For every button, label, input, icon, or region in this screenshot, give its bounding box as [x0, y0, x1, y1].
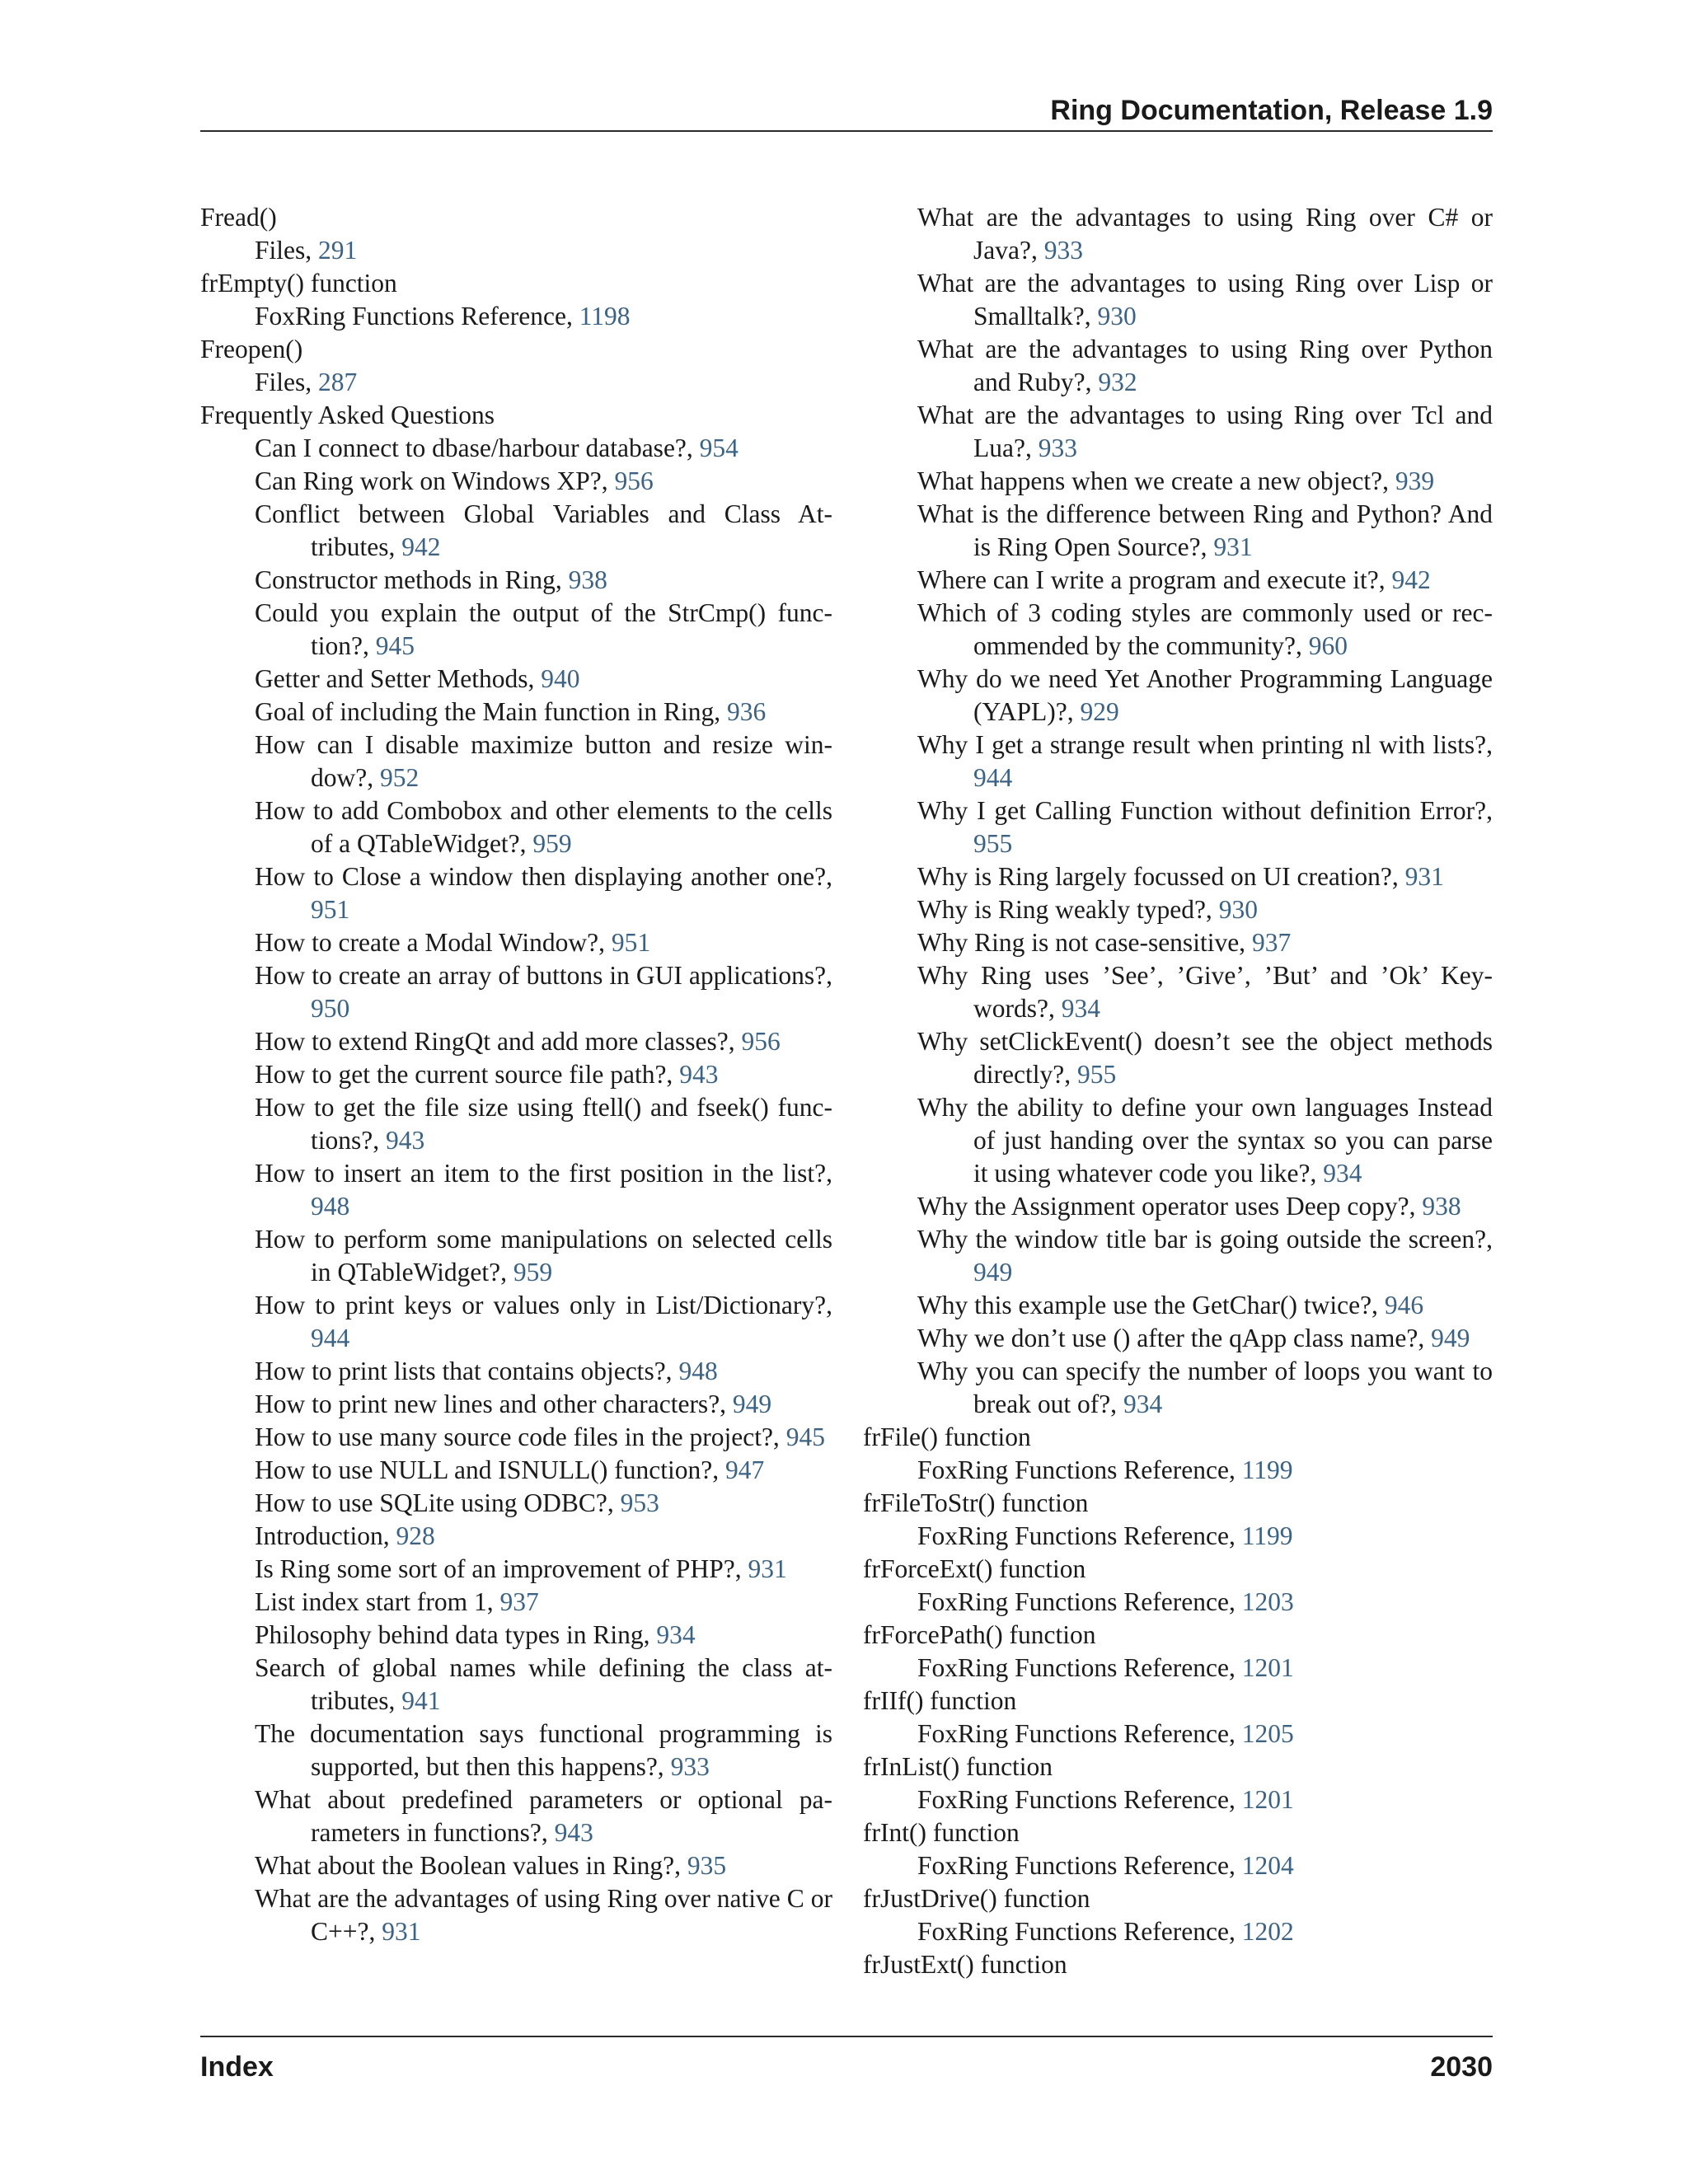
page-reference-link[interactable]: 930 — [1097, 302, 1137, 330]
entry-text: How to print lists that contains objects?, — [255, 1357, 679, 1385]
index-subentry — [255, 1586, 832, 1619]
page-reference-link[interactable]: 934 — [656, 1620, 696, 1649]
index-subentry — [255, 1289, 832, 1355]
page-reference-link[interactable]: 946 — [1384, 1291, 1424, 1319]
index-term — [863, 1553, 1493, 1586]
entry-text: frFile() function — [863, 1422, 1031, 1451]
entry-text: Files, — [255, 368, 319, 396]
footer-section-name: Index — [200, 2051, 274, 2083]
entry-text: Can I connect to dbase/harbour database?, — [255, 434, 700, 462]
index-subentry — [255, 498, 832, 564]
page-reference-link[interactable]: 933 — [670, 1752, 710, 1781]
page-reference-link[interactable]: 1201 — [1241, 1785, 1294, 1814]
index-subentry — [917, 1718, 1493, 1750]
index-term — [200, 201, 832, 234]
page-reference-link[interactable]: 936 — [727, 697, 767, 726]
entry-text: frIIf() function — [863, 1686, 1017, 1715]
page-reference-link[interactable]: 937 — [499, 1587, 539, 1616]
entry-text: FoxRing Functions Reference, — [255, 302, 579, 330]
page-reference-link[interactable]: 943 — [386, 1126, 425, 1155]
page-reference-link[interactable]: 931 — [748, 1554, 787, 1583]
page-reference-link[interactable]: 938 — [1422, 1192, 1461, 1221]
entry-text: What are the advantages of using Ring over native C or C++?, — [255, 1884, 832, 1946]
index-subentry — [917, 1849, 1493, 1882]
index-term — [200, 333, 832, 366]
entry-text: How to create a Modal Window?, — [255, 928, 612, 957]
entry-text: FoxRing Functions Reference, — [917, 1917, 1242, 1946]
page-reference-link[interactable]: 928 — [396, 1521, 435, 1550]
index-term — [863, 1750, 1493, 1783]
page-reference-link[interactable]: 933 — [1043, 236, 1083, 265]
entry-text: Search of global names while defining the class attributes, — [255, 1653, 832, 1715]
page-reference-link[interactable]: 956 — [741, 1027, 781, 1056]
running-footer — [200, 2036, 1493, 2085]
entry-text: How to perform some manipulations on selected cells in QTableWidget?, — [255, 1225, 832, 1286]
page-reference-link[interactable]: 1198 — [579, 302, 631, 330]
index-subentry — [917, 1520, 1493, 1553]
index-subentry — [917, 893, 1493, 926]
page-reference-link[interactable]: 951 — [611, 928, 651, 957]
page-reference-link[interactable]: 945 — [785, 1422, 825, 1451]
index-column-right — [863, 201, 1493, 1981]
entry-text: Why Ring is not case-sensitive, — [917, 928, 1252, 957]
entry-text: What are the advantages to using Ring over Tcl and Lua?, — [917, 401, 1493, 462]
page-reference-link[interactable]: 945 — [375, 631, 415, 660]
running-header — [200, 91, 1493, 132]
page-reference-link[interactable]: 950 — [311, 994, 350, 1023]
page-reference-link[interactable]: 959 — [513, 1258, 553, 1286]
page-reference-link[interactable]: 1199 — [1241, 1455, 1293, 1484]
page-reference-link[interactable]: 291 — [318, 236, 358, 265]
index-subentry — [917, 1223, 1493, 1289]
entry-text: FoxRing Functions Reference, — [917, 1455, 1242, 1484]
page-reference-link[interactable]: 937 — [1251, 928, 1292, 957]
index-subentry — [255, 1849, 832, 1882]
entry-text: How to print new lines and other characters?, — [255, 1390, 733, 1418]
index-subentry — [917, 729, 1493, 794]
index-subentry — [917, 1355, 1493, 1421]
entry-text: FoxRing Functions Reference, — [917, 1653, 1242, 1682]
index-term — [200, 267, 832, 300]
index-term — [863, 1487, 1493, 1520]
entry-text: Why this example use the GetChar() twice?, — [917, 1291, 1385, 1319]
entry-text: What are the advantages to using Ring over Python and Ruby?, — [917, 335, 1493, 396]
page-number: 2030 — [1430, 2051, 1493, 2083]
index-subentry — [255, 1454, 832, 1487]
entry-text: Why I get a strange result when printing nl with lists?, — [917, 730, 1493, 759]
page-reference-link[interactable]: 955 — [1076, 1060, 1117, 1089]
index-subentry — [255, 926, 832, 959]
entry-text: frInt() function — [863, 1818, 1020, 1847]
entry-text: What is the difference between Ring and Python? And is Ring Open Source?, — [917, 499, 1493, 561]
page-reference-link[interactable]: 934 — [1323, 1159, 1362, 1188]
entry-text: How to insert an item to the first position in the list?, — [255, 1159, 832, 1188]
index-subentry — [255, 860, 832, 926]
page-reference-link[interactable]: 935 — [687, 1851, 727, 1880]
index-subentry — [917, 1289, 1493, 1322]
entry-text: How to print keys or values only in List/Dictionary?, — [255, 1291, 832, 1319]
page-reference-link[interactable]: 959 — [532, 829, 572, 858]
index-subentry — [917, 1322, 1493, 1355]
index-subentry — [255, 1520, 832, 1553]
index-subentry — [255, 1553, 832, 1586]
index-subentry — [917, 1652, 1493, 1685]
index-subentry — [255, 1783, 832, 1849]
index-subentry — [255, 366, 832, 399]
page-reference-link[interactable]: 938 — [568, 565, 607, 594]
index-subentry — [255, 1487, 832, 1520]
index-column-left — [200, 201, 832, 1948]
entry-text: Philosophy behind data types in Ring, — [255, 1620, 657, 1649]
page-reference-link[interactable]: 940 — [541, 664, 580, 693]
entry-text: Fread() — [200, 203, 277, 232]
page-reference-link[interactable]: 949 — [1431, 1324, 1470, 1352]
page-reference-link[interactable]: 942 — [1391, 565, 1431, 594]
page-reference-link[interactable]: 941 — [401, 1686, 441, 1715]
entry-text: What happens when we create a new object?, — [917, 466, 1395, 495]
entry-text: Constructor methods in Ring, — [255, 565, 569, 594]
entry-text: Conflict between Global Variables and Class Attributes, — [255, 499, 832, 561]
entry-text: What are the advantages to using Ring over Lisp or Smalltalk?, — [917, 269, 1493, 330]
entry-text: Why is Ring weakly typed?, — [917, 895, 1219, 924]
page-reference-link[interactable]: 953 — [620, 1488, 659, 1517]
document-title: Ring Documentation, Release 1.9 — [1050, 95, 1493, 126]
entry-text: frInList() function — [863, 1752, 1053, 1781]
page-reference-link[interactable]: 955 — [973, 829, 1013, 858]
index-subentry — [255, 1223, 832, 1289]
index-subentry — [917, 465, 1493, 498]
index-subentry — [917, 267, 1493, 333]
index-subentry — [917, 498, 1493, 564]
entry-text: Why Ring uses ’See’, ’Give’, ’But’ and ’Ok’ Keywords?, — [917, 961, 1493, 1023]
entry-text: How to use NULL and ISNULL() function?, — [255, 1455, 725, 1484]
entry-text: List index start from 1, — [255, 1587, 500, 1616]
page-reference-link[interactable]: 949 — [973, 1258, 1013, 1286]
page-reference-link[interactable]: 954 — [699, 434, 738, 462]
index-term — [200, 399, 832, 432]
entry-text: Goal of including the Main function in Ring, — [255, 697, 728, 726]
page-reference-link[interactable]: 933 — [1038, 434, 1077, 462]
index-subentry — [917, 1915, 1493, 1948]
page-reference-link[interactable]: 1204 — [1241, 1851, 1294, 1880]
page-reference-link[interactable]: 939 — [1395, 466, 1435, 495]
entry-text: Why is Ring largely focussed on UI creation?, — [917, 862, 1405, 891]
index-subentry — [255, 1718, 832, 1783]
page-reference-link[interactable]: 949 — [732, 1390, 772, 1418]
entry-text: frJustDrive() function — [863, 1884, 1090, 1913]
page-reference-link[interactable]: 947 — [724, 1455, 765, 1484]
index-subentry — [255, 234, 832, 267]
index-subentry — [255, 300, 832, 333]
entry-text: What about the Boolean values in Ring?, — [255, 1851, 687, 1880]
entry-text: The documentation says functional programming is supported, but then this happens?, — [255, 1719, 832, 1781]
page-reference-link[interactable]: 942 — [401, 532, 441, 561]
index-term — [863, 1948, 1493, 1981]
entry-text: FoxRing Functions Reference, — [917, 1587, 1242, 1616]
page-reference-link[interactable]: 1201 — [1241, 1653, 1294, 1682]
page-reference-link[interactable]: 948 — [311, 1192, 350, 1221]
entry-text: How can I disable maximize button and resize window?, — [255, 730, 832, 792]
entry-text: frFileToStr() function — [863, 1488, 1089, 1517]
page-reference-link[interactable]: 932 — [1098, 368, 1137, 396]
entry-text: Why do we need Yet Another Programming Language (YAPL)?, — [917, 664, 1493, 726]
index-subentry — [917, 663, 1493, 729]
index-subentry — [255, 1091, 832, 1157]
index-subentry — [255, 794, 832, 860]
entry-text: FoxRing Functions Reference, — [917, 1719, 1242, 1748]
entry-text: Frequently Asked Questions — [200, 401, 495, 429]
entry-text: Introduction, — [255, 1521, 396, 1550]
index-subentry — [255, 597, 832, 663]
index-subentry — [255, 1421, 832, 1454]
entry-text: frJustExt() function — [863, 1950, 1067, 1979]
entry-text: Why setClickEvent() doesn’t see the object methods directly?, — [917, 1027, 1493, 1089]
index-subentry — [255, 1388, 832, 1421]
index-subentry — [255, 1058, 832, 1091]
entry-text: FoxRing Functions Reference, — [917, 1785, 1242, 1814]
index-subentry — [255, 1025, 832, 1058]
entry-text: frEmpty() function — [200, 269, 397, 298]
index-subentry — [917, 794, 1493, 860]
entry-text: How to get the current source file path?, — [255, 1060, 680, 1089]
index-subentry — [917, 959, 1493, 1025]
entry-text: How to Close a window then displaying another one?, — [255, 862, 832, 891]
index-term — [863, 1816, 1493, 1849]
entry-text: Where can I write a program and execute it?, — [917, 565, 1392, 594]
page-reference-link[interactable]: 952 — [379, 763, 420, 792]
page-reference-link[interactable]: 956 — [614, 466, 654, 495]
index-subentry — [255, 729, 832, 794]
page-reference-link[interactable]: 960 — [1308, 631, 1348, 660]
index-subentry — [917, 926, 1493, 959]
page-reference-link[interactable]: 944 — [311, 1324, 350, 1352]
page-reference-link[interactable]: 943 — [554, 1818, 593, 1847]
page-reference-link[interactable]: 287 — [318, 368, 358, 396]
page-reference-link[interactable]: 931 — [382, 1917, 421, 1946]
entry-text: How to extend RingQt and add more classes?, — [255, 1027, 742, 1056]
index-term — [863, 1619, 1493, 1652]
page-reference-link[interactable]: 1205 — [1241, 1719, 1294, 1748]
page-reference-link[interactable]: 1203 — [1241, 1587, 1294, 1616]
page-reference-link[interactable]: 934 — [1061, 994, 1100, 1023]
index-subentry — [917, 1586, 1493, 1619]
entry-text: What about predefined parameters or optional parameters in functions?, — [255, 1785, 832, 1847]
page-reference-link[interactable]: 931 — [1213, 532, 1253, 561]
entry-text: Why the window title bar is going outside the screen?, — [917, 1225, 1493, 1254]
index-subentry — [255, 1882, 832, 1948]
entry-text: Is Ring some sort of an improvement of PHP?, — [255, 1554, 748, 1583]
index-subentry — [917, 399, 1493, 465]
index-subentry — [255, 663, 832, 696]
index-subentry — [917, 1025, 1493, 1091]
entry-text: Why the ability to define your own languages Instead of just handing over the syntax so you can parse it using whatever code you like?, — [917, 1093, 1493, 1188]
index-subentry — [255, 1652, 832, 1718]
page-reference-link[interactable]: 943 — [679, 1060, 719, 1089]
entry-text: Why the Assignment operator uses Deep copy?, — [917, 1192, 1423, 1221]
page-reference-link[interactable]: 951 — [311, 895, 350, 924]
page-reference-link[interactable]: 948 — [678, 1357, 718, 1385]
entry-text: Files, — [255, 236, 319, 265]
page-reference-link[interactable]: 1202 — [1241, 1917, 1294, 1946]
index-term — [863, 1685, 1493, 1718]
entry-text: How to add Combobox and other elements to the cells of a QTableWidget?, — [255, 796, 832, 858]
index-subentry — [917, 564, 1493, 597]
entry-text: frForcePath() function — [863, 1620, 1096, 1649]
entry-text: What are the advantages to using Ring over C# or Java?, — [917, 203, 1493, 265]
index-subentry — [917, 860, 1493, 893]
page-reference-link[interactable]: 944 — [973, 763, 1013, 792]
page-reference-link[interactable]: 931 — [1404, 862, 1444, 891]
entry-text: Could you explain the output of the StrCmp() function?, — [255, 598, 832, 660]
page-reference-link[interactable]: 929 — [1080, 697, 1119, 726]
entry-text: Why you can specify the number of loops you want to break out of?, — [917, 1357, 1493, 1418]
entry-text: Why we don’t use () after the qApp class name?, — [917, 1324, 1432, 1352]
entry-text: frForceExt() function — [863, 1554, 1086, 1583]
entry-text: How to use many source code files in the project?, — [255, 1422, 786, 1451]
page-reference-link[interactable]: 934 — [1123, 1390, 1163, 1418]
index-subentry — [255, 564, 832, 597]
index-subentry — [255, 1355, 832, 1388]
index-subentry — [255, 1157, 832, 1223]
index-subentry — [255, 465, 832, 498]
entry-text: Getter and Setter Methods, — [255, 664, 542, 693]
index-subentry — [917, 201, 1493, 267]
page-reference-link[interactable]: 930 — [1218, 895, 1258, 924]
entry-text: Which of 3 coding styles are commonly used or recommended by the community?, — [917, 598, 1493, 660]
index-subentry — [255, 696, 832, 729]
entry-text: How to get the file size using ftell() and fseek() functions?, — [255, 1093, 832, 1155]
entry-text: Freopen() — [200, 335, 303, 363]
index-subentry — [255, 959, 832, 1025]
index-subentry — [917, 1190, 1493, 1223]
index-subentry — [255, 1619, 832, 1652]
entry-text: Why I get Calling Function without definition Error?, — [917, 796, 1493, 825]
entry-text: How to use SQLite using ODBC?, — [255, 1488, 621, 1517]
entry-text: How to create an array of buttons in GUI applications?, — [255, 961, 832, 990]
entry-text: FoxRing Functions Reference, — [917, 1851, 1242, 1880]
index-term — [863, 1882, 1493, 1915]
index-subentry — [917, 1783, 1493, 1816]
index-subentry — [917, 333, 1493, 399]
index-subentry — [255, 432, 832, 465]
index-term — [863, 1421, 1493, 1454]
index-subentry — [917, 1454, 1493, 1487]
page-reference-link[interactable]: 1199 — [1241, 1521, 1293, 1550]
entry-text: Can Ring work on Windows XP?, — [255, 466, 615, 495]
index-subentry — [917, 1091, 1493, 1190]
entry-text: FoxRing Functions Reference, — [917, 1521, 1242, 1550]
index-subentry — [917, 597, 1493, 663]
